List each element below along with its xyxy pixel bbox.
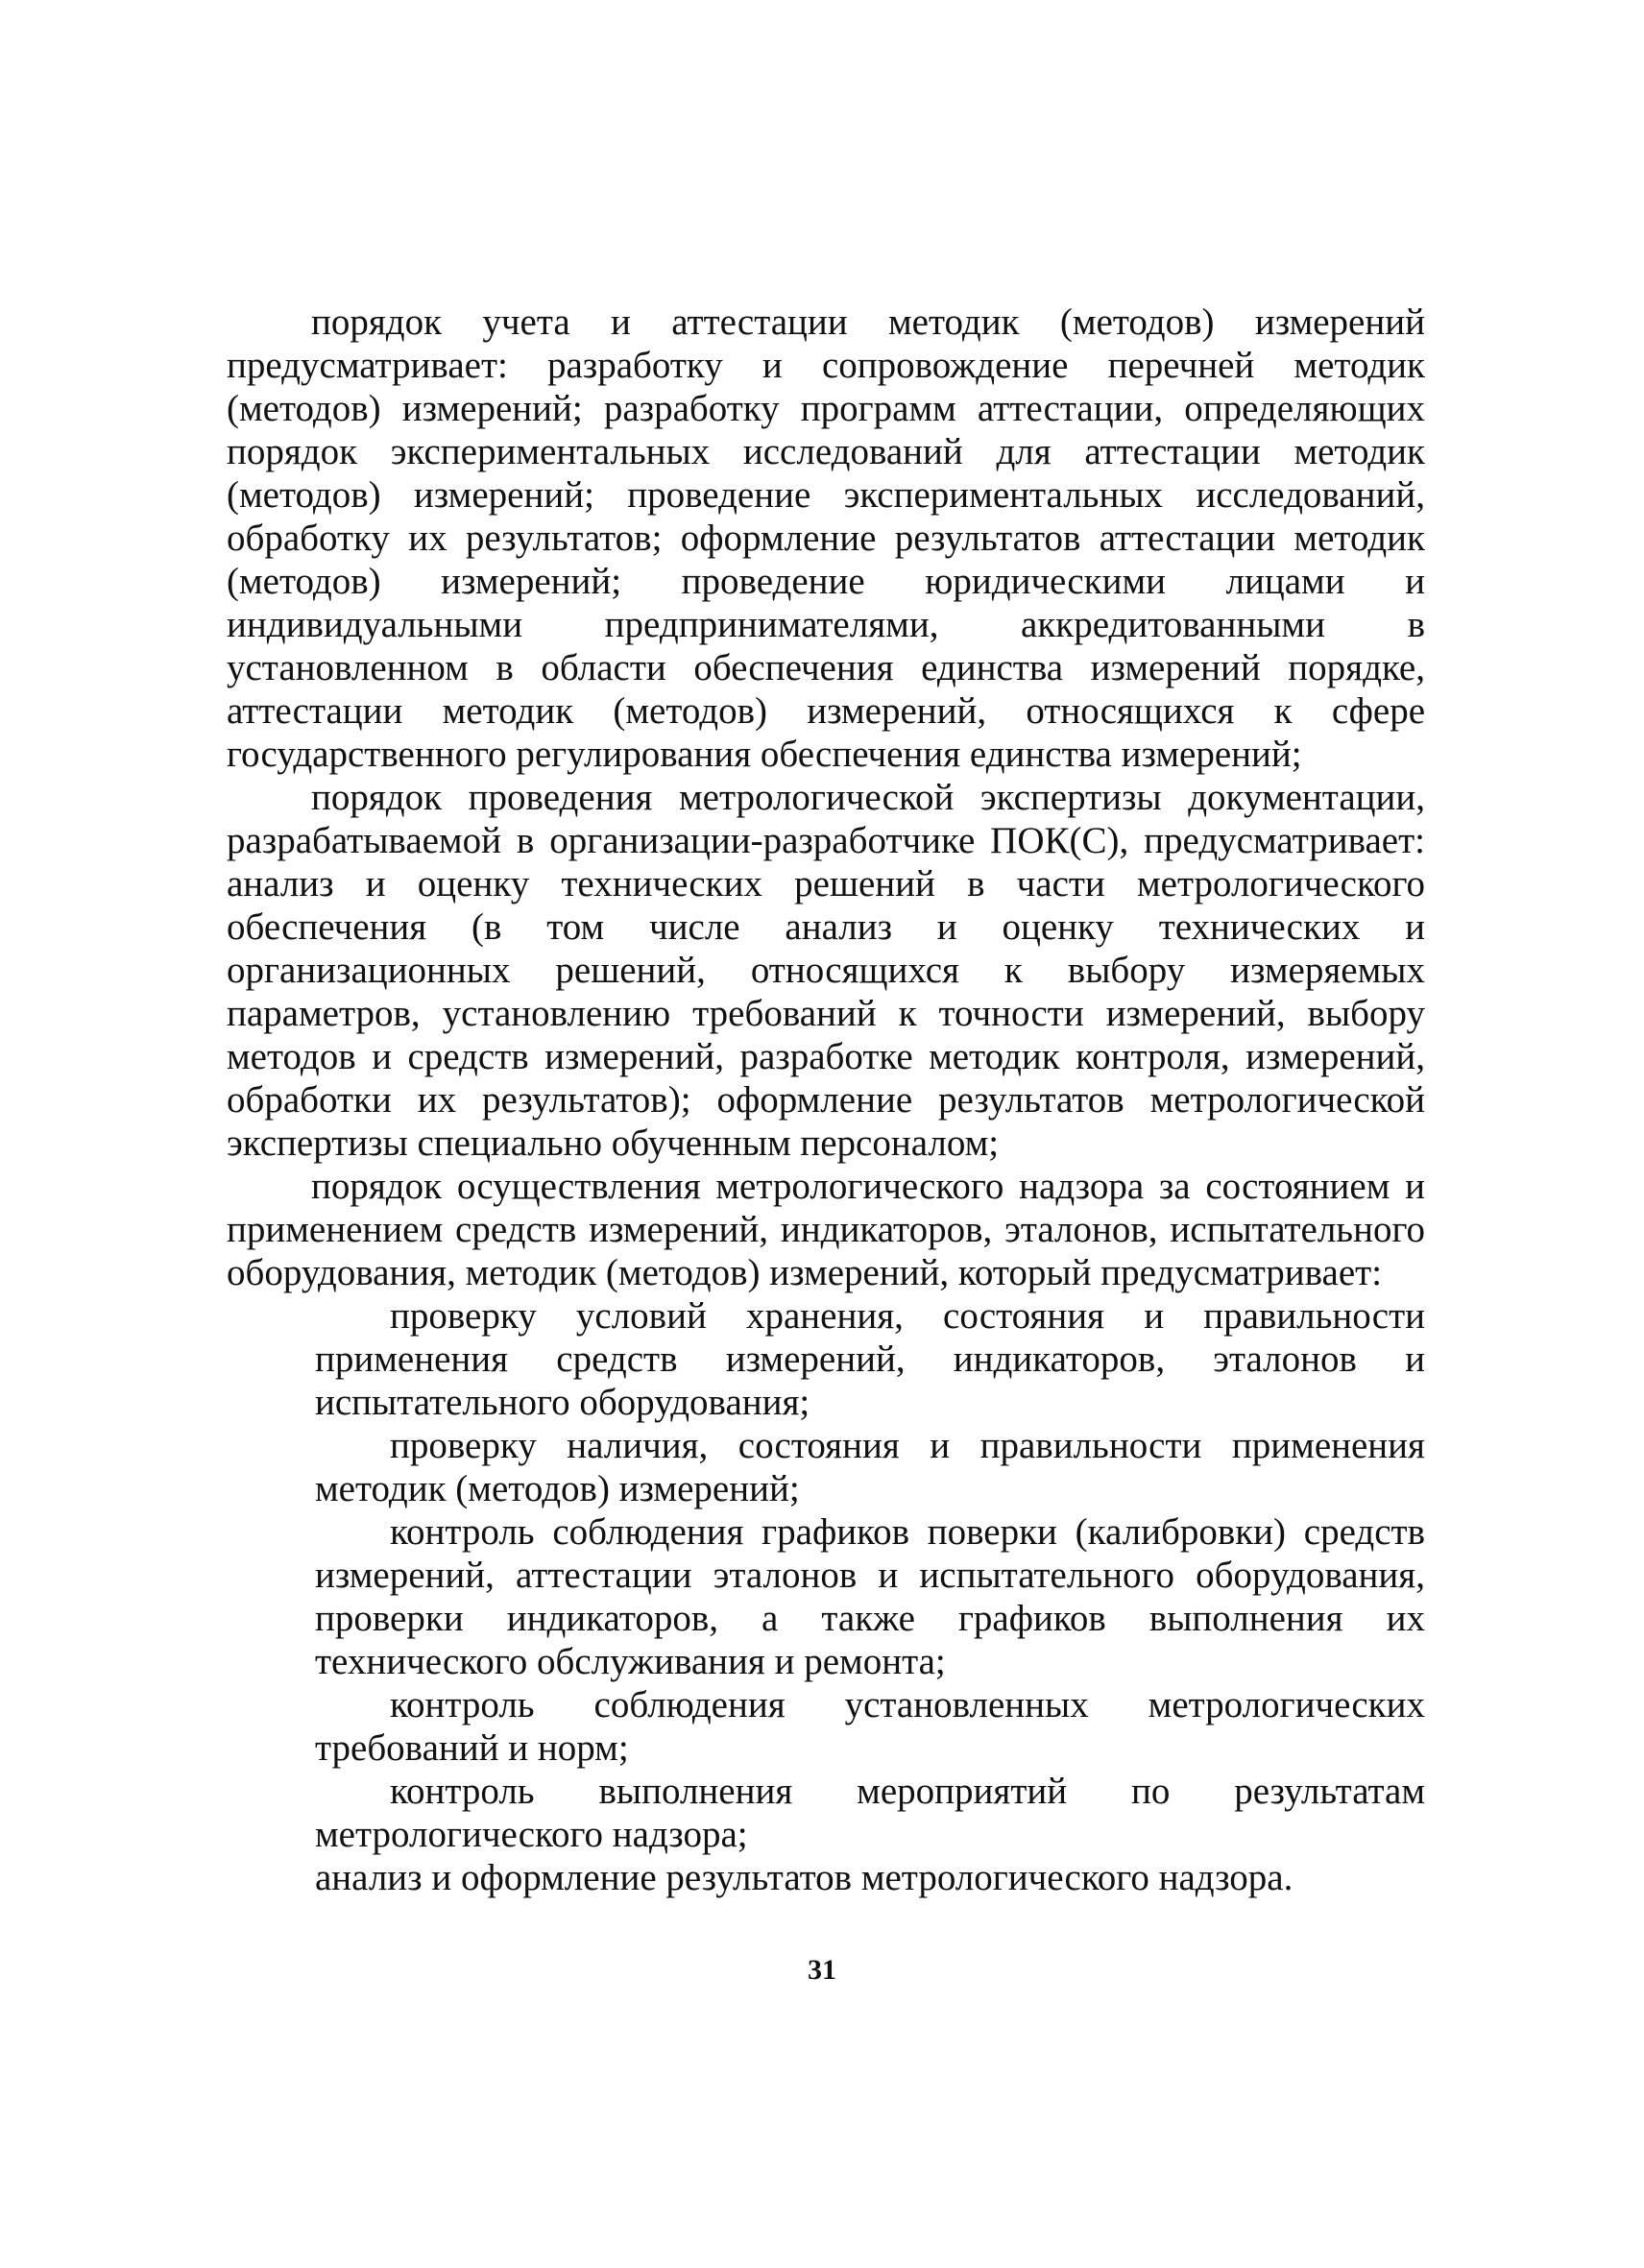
list-item: контроль выполнения мероприятий по результатам метрологического надзора; <box>315 1771 1425 1855</box>
list-item: анализ и оформление результатов метрологического надзора. <box>315 1857 1293 1898</box>
paragraph-metrological-supervision: порядок осуществления метрологического надзора за состоянием и применением средств измерений, индикаторов, эталонов, испытательного оборудования, методик (методов) измерений, который предусматривает: <box>227 1166 1425 1293</box>
list-item: контроль соблюдения установленных метрологических требований и норм; <box>315 1684 1425 1769</box>
list-item: проверку наличия, состояния и правильности применения методик (методов) измерений; <box>315 1425 1425 1509</box>
page-number: 31 <box>808 1954 836 1986</box>
body-text <box>227 301 1425 1899</box>
supervision-list <box>227 1294 1425 1899</box>
list-item: проверку условий хранения, состояния и правильности применения средств измерений, индикаторов, эталонов и испытательного оборудования; <box>315 1295 1425 1423</box>
paragraph-measurement-methods-certification: порядок учета и аттестации методик (методов) измерений предусматривает: разработку и сопровождение перечней методик (методов) измерений; разработку программ аттестации, определяющих порядок экспериментальных исследований для аттестации методик (методов) измерений; проведение экспериментальных исследований, обработку их результатов; оформление результатов аттестации методик (методов) измерений; проведение юридическими лицами и индивидуальными предпринимателями, аккредитованными в установленном в области обеспечения единства измерений порядке, аттестации методик (методов) измерений, относящихся к сфере государственного регулирования обеспечения единства измерений; <box>227 302 1425 775</box>
list-item: контроль соблюдения графиков поверки (калибровки) средств измерений, аттестации эталонов и испытательного оборудования, проверки индикаторов, а также графиков выполнения их технического обслуживания и ремонта; <box>315 1511 1425 1682</box>
paragraph-metrological-expertise: порядок проведения метрологической экспертизы документации, разрабатываемой в организации-разработчике ПОК(С), предусматривает: анализ и оценку технических решений в части метрологического обеспечения (в том числе анализ и оценку технических и организационных решений, относящихся к выбору измеряемых параметров, установлению требований к точности измерений, выбору методов и средств измерений, разработке методик контроля, измерений, обработки их результатов); оформление результатов метрологической экспертизы специально обученным персоналом; <box>227 777 1425 1164</box>
